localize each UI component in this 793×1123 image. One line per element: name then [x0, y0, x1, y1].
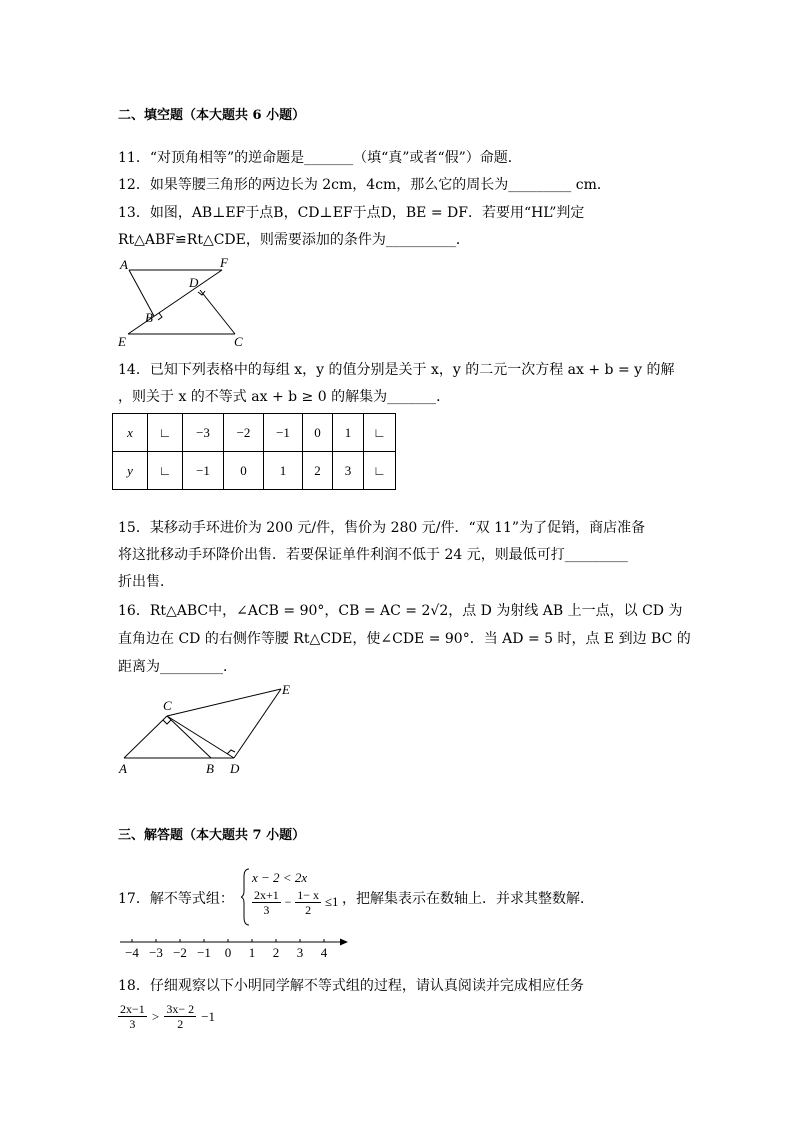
q18-fraction-1: $\frac{2x-1}{3}$ [120, 1002, 145, 1031]
figure-q16 [114, 680, 304, 780]
segment-cb [167, 716, 211, 758]
number-line-label: 4 [320, 945, 328, 960]
q18-fraction-2: $\frac{3x- 2}{2}$ [166, 1002, 195, 1031]
q17-inequality-2: $\frac{2x+1}{3}$ − $\frac{1- x}{2}$ ≤1 [254, 888, 339, 917]
question-13-line-2: Rt△ABF≌Rt△CDE，则需要添加的条件为__________． [118, 232, 470, 248]
right-angle-mark-c [163, 720, 171, 724]
label-b: B [145, 310, 153, 325]
question-12: 12．如果等腰三角形的两边长为 2cm，4cm，那么它的周长为_________ cm． [118, 177, 611, 193]
table-cell: −2 [224, 414, 264, 452]
question-17-prefix: 17．解不等式组： [118, 891, 234, 907]
q17-inequality-1: x − 2 < 2x [252, 870, 308, 885]
table-cell: ∟ [364, 452, 396, 490]
segment-ef [128, 270, 222, 334]
number-line-label: 2 [272, 945, 280, 960]
q18-inequality: $\frac{2x-1}{3}$ > $\frac{3x- 2}{2}$ −1 [120, 1002, 216, 1031]
label-e: E [282, 682, 290, 697]
table-cell: 2 [303, 452, 333, 490]
segment-ce [167, 689, 281, 716]
number-line-label: 3 [296, 945, 304, 960]
question-16-line-1: 16．Rt△ABC中，∠ACB = 90°，CB = AC = 2√2，点 D 为射线 AB 上一点，以 CD 为 [118, 603, 683, 619]
section-heading-solve: 三、解答题（本大题共 7 小题） [118, 828, 306, 843]
question-13-line-1: 13．如图，AB⊥EF于点B，CD⊥EF于点D，BE = DF．若要用“HL”判定 [118, 205, 585, 221]
question-11: 11．“对顶角相等”的逆命题是_______（填“真”或者“假”）命题． [118, 150, 522, 166]
table-cell: 0 [303, 414, 333, 452]
table-row-x [113, 414, 396, 452]
table-cell: −1 [264, 414, 303, 452]
label-c: C [234, 334, 243, 348]
number-line-label: 1 [248, 945, 256, 960]
table-cell: ∟ [148, 452, 183, 490]
system-brace [241, 867, 251, 927]
number-line-label: −4 [125, 945, 139, 960]
table-cell: 3 [333, 452, 364, 490]
table-cell: ∟ [148, 414, 183, 452]
segment-de [234, 689, 281, 758]
question-16-line-3: 距离为_________． [118, 659, 237, 675]
right-angle-mark-d [227, 750, 235, 754]
question-14-line-2: ，则关于 x 的不等式 ax + b ≥ 0 的解集为_______． [118, 389, 451, 405]
question-14-line-1: 14．已知下列表格中的每组 x，y 的值分别是关于 x，y 的二元一次方程 ax + b = y 的解 [118, 362, 675, 378]
number-line [116, 932, 356, 962]
xy-value-table [112, 413, 396, 490]
label-b: B [206, 761, 214, 776]
segment-cd [167, 716, 234, 758]
q17-fraction-2: $\frac{1- x}{2}$ [297, 888, 319, 917]
number-line-label: −2 [173, 945, 187, 960]
label-d: D [230, 761, 240, 776]
label-c: C [163, 698, 172, 713]
segment-ac [124, 716, 167, 758]
label-d: D [189, 275, 199, 290]
table-cell: y [113, 452, 148, 490]
table-cell: 0 [224, 452, 264, 490]
section-heading-fill-blank: 二、填空题（本大题共 6 小题） [118, 108, 306, 123]
table-cell: −3 [183, 414, 224, 452]
question-15-line-1: 15．某移动手环进价为 200 元/件，售价为 280 元/件．“双 11”为了促销，商店准备 [118, 520, 646, 536]
question-15-line-2: 将这批移动手环降价出售．若要保证单件利润不低于 24 元，则最低可打_________ [118, 547, 628, 563]
table-row-y [113, 452, 396, 490]
question-18-line-1: 18．仔细观察以下小明同学解不等式组的过程，请认真阅读并完成相应任务 [118, 978, 584, 994]
question-17-suffix: ，把解集表示在数轴上．并求其整数解． [342, 891, 594, 907]
table-cell: −1 [183, 452, 224, 490]
right-angle-mark-b [158, 313, 162, 320]
table-cell: x [113, 414, 148, 452]
number-line-label: −3 [149, 945, 163, 960]
number-line-arrow [340, 939, 348, 946]
figure-q13 [114, 254, 254, 348]
table-cell: ∟ [364, 414, 396, 452]
table-cell: 1 [264, 452, 303, 490]
question-15-line-3: 折出售． [118, 574, 174, 590]
label-a: A [119, 761, 127, 776]
label-a: A [120, 257, 128, 272]
number-line-label: −1 [197, 945, 211, 960]
segment-cd [200, 290, 235, 334]
table-cell: 1 [333, 414, 364, 452]
number-line-label: 0 [224, 945, 232, 960]
label-f: F [220, 255, 228, 270]
question-16-line-2: 直角边在 CD 的右侧作等腰 Rt△CDE，使∠CDE = 90°．当 AD = 5 时，点 E 到边 BC 的 [118, 631, 691, 647]
label-e: E [118, 334, 126, 348]
q17-fraction-1: $\frac{2x+1}{3}$ [254, 888, 279, 917]
